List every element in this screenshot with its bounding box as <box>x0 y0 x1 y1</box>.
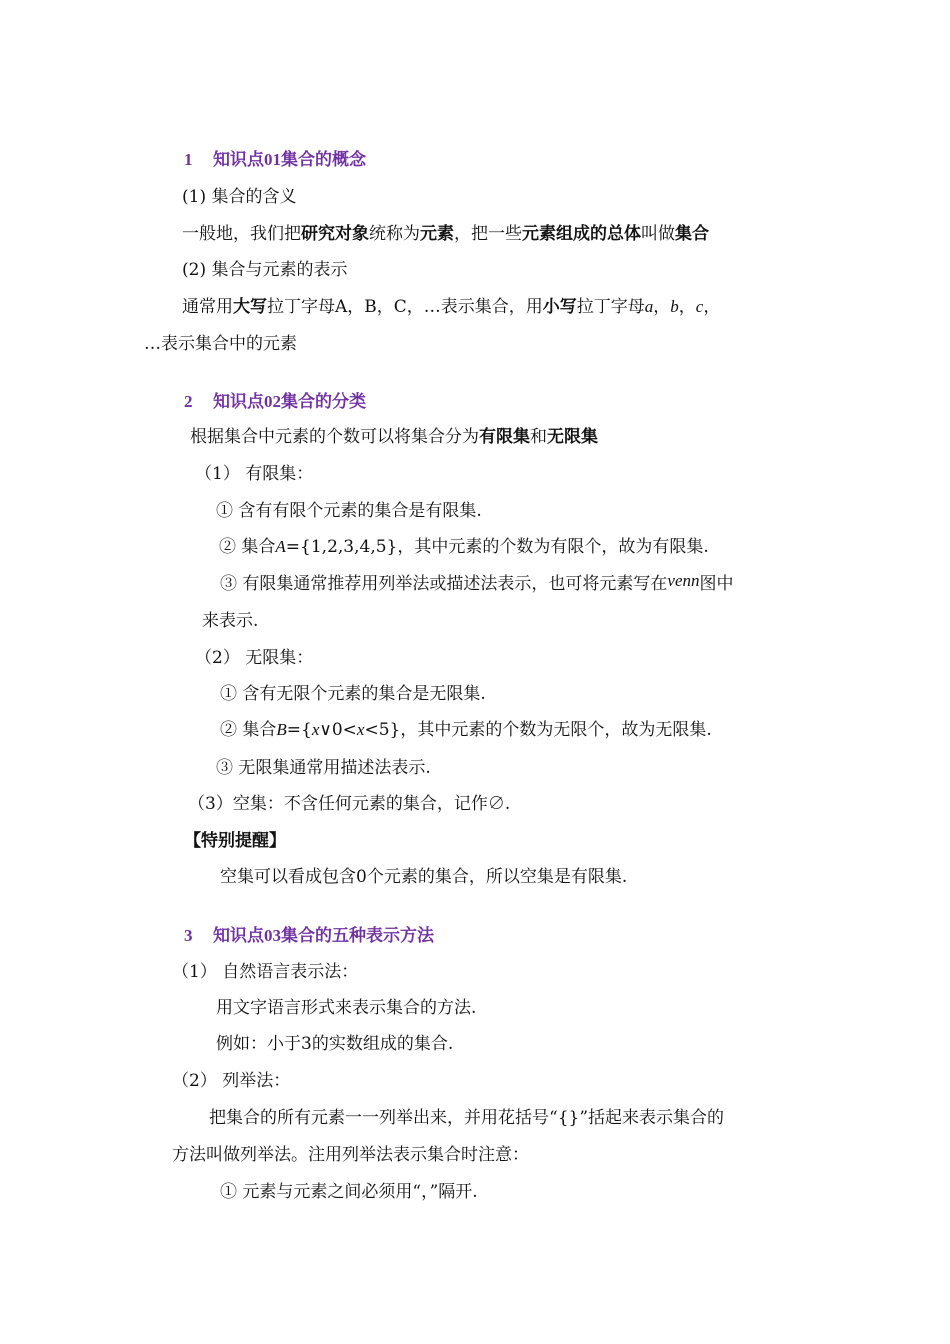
bold-term: 元素 <box>420 224 454 244</box>
text: 通常用 <box>182 297 233 317</box>
natural-language-example: 例如：小于3的实数组成的集合. <box>216 1034 454 1054</box>
subheading-representation: (2) 集合与元素的表示 <box>182 260 348 280</box>
section-number: 2 <box>184 392 193 411</box>
infinite-set-item-3: ③ 无限集通常用描述法表示. <box>216 758 431 778</box>
bold-term: 大写 <box>233 297 267 317</box>
text: <5}，其中元素的个数为无限个，故为无限集. <box>364 720 712 740</box>
text: ={1,2,3,4,5}，其中元素的个数为有限个，故为有限集. <box>285 537 709 557</box>
natural-language-heading: （1） 自然语言表示法： <box>172 962 359 982</box>
section-number: 1 <box>184 150 193 169</box>
text: ③ 有限集通常推荐用列举法或描述法表示，也可将元素写在 <box>220 574 668 594</box>
math-var: c <box>695 297 704 316</box>
text: ② 集合 <box>219 537 276 557</box>
representation-line-1 <box>182 295 720 319</box>
finite-set-item-3 <box>220 572 734 596</box>
special-reminder-title: 【特别提醒】 <box>184 831 286 851</box>
definition-paragraph <box>182 222 709 246</box>
text: 根据集合中元素的个数可以将集合分为 <box>190 427 479 447</box>
finite-set-item-3-cont: 来表示. <box>202 611 259 631</box>
text: 一般地，我们把 <box>182 224 301 244</box>
bold-term: 有限集 <box>479 427 530 447</box>
math-var: B <box>276 720 287 739</box>
text: 拉丁字母A，B，C，…表示集合，用 <box>267 297 543 317</box>
classification-intro <box>190 425 598 449</box>
text: ={ <box>286 720 312 740</box>
section-1-heading <box>184 148 366 172</box>
section-3-heading <box>184 924 434 948</box>
math-var: b <box>670 297 679 316</box>
section-title: 知识点02集合的分类 <box>213 392 366 411</box>
math-var: A <box>275 537 286 556</box>
text: ，把一些 <box>454 224 522 244</box>
bold-term: 小写 <box>542 297 577 317</box>
text: ∨0< <box>319 720 357 740</box>
text: ② 集合 <box>220 720 277 740</box>
bold-term: 集合 <box>675 224 709 244</box>
listing-method-desc-2: 方法叫做列举法。注用列举法表示集合时注意： <box>172 1145 529 1165</box>
text: 图中 <box>699 574 734 594</box>
finite-set-item-1: ① 含有有限个元素的集合是有限集. <box>216 501 482 521</box>
math-var: x <box>311 720 320 739</box>
section-number: 3 <box>184 926 193 945</box>
math-var: a <box>644 297 654 316</box>
section-title: 知识点03集合的五种表示方法 <box>213 926 434 945</box>
bold-term: 无限集 <box>547 427 598 447</box>
natural-language-desc: 用文字语言形式来表示集合的方法. <box>216 998 477 1018</box>
text: ， <box>653 297 671 317</box>
text: 统称为 <box>369 224 420 244</box>
bold-term: 研究对象 <box>301 224 369 244</box>
section-2-heading <box>184 390 366 414</box>
section-title: 知识点01集合的概念 <box>213 150 366 169</box>
math-var: venn <box>667 571 700 590</box>
finite-set-heading: （1） 有限集： <box>195 464 314 484</box>
listing-method-note-1: ① 元素与元素之间必须用“，”隔开. <box>220 1182 478 1202</box>
infinite-set-item-1: ① 含有无限个元素的集合是无限集. <box>220 684 486 704</box>
text: ， <box>703 297 721 317</box>
listing-method-heading: （2） 列举法： <box>172 1071 291 1091</box>
representation-line-2: …表示集合中的元素 <box>144 334 297 354</box>
special-reminder-text: 空集可以看成包含0个元素的集合，所以空集是有限集. <box>220 867 628 887</box>
empty-set-line: （3）空集：不含任何元素的集合，记作∅. <box>188 794 511 814</box>
bold-term: 元素组成的总体 <box>522 224 641 244</box>
math-var: x <box>356 720 365 739</box>
text: 叫做 <box>641 224 675 244</box>
text: 拉丁字母 <box>576 297 645 317</box>
listing-method-desc-1: 把集合的所有元素一一列举出来，并用花括号“{}”括起来表示集合的 <box>209 1108 725 1128</box>
text: ， <box>678 297 696 317</box>
infinite-set-item-2 <box>220 718 712 742</box>
text: 和 <box>530 427 547 447</box>
subheading-meaning: (1) 集合的含义 <box>182 187 297 207</box>
finite-set-item-2 <box>219 535 709 559</box>
infinite-set-heading: （2） 无限集： <box>195 648 314 668</box>
